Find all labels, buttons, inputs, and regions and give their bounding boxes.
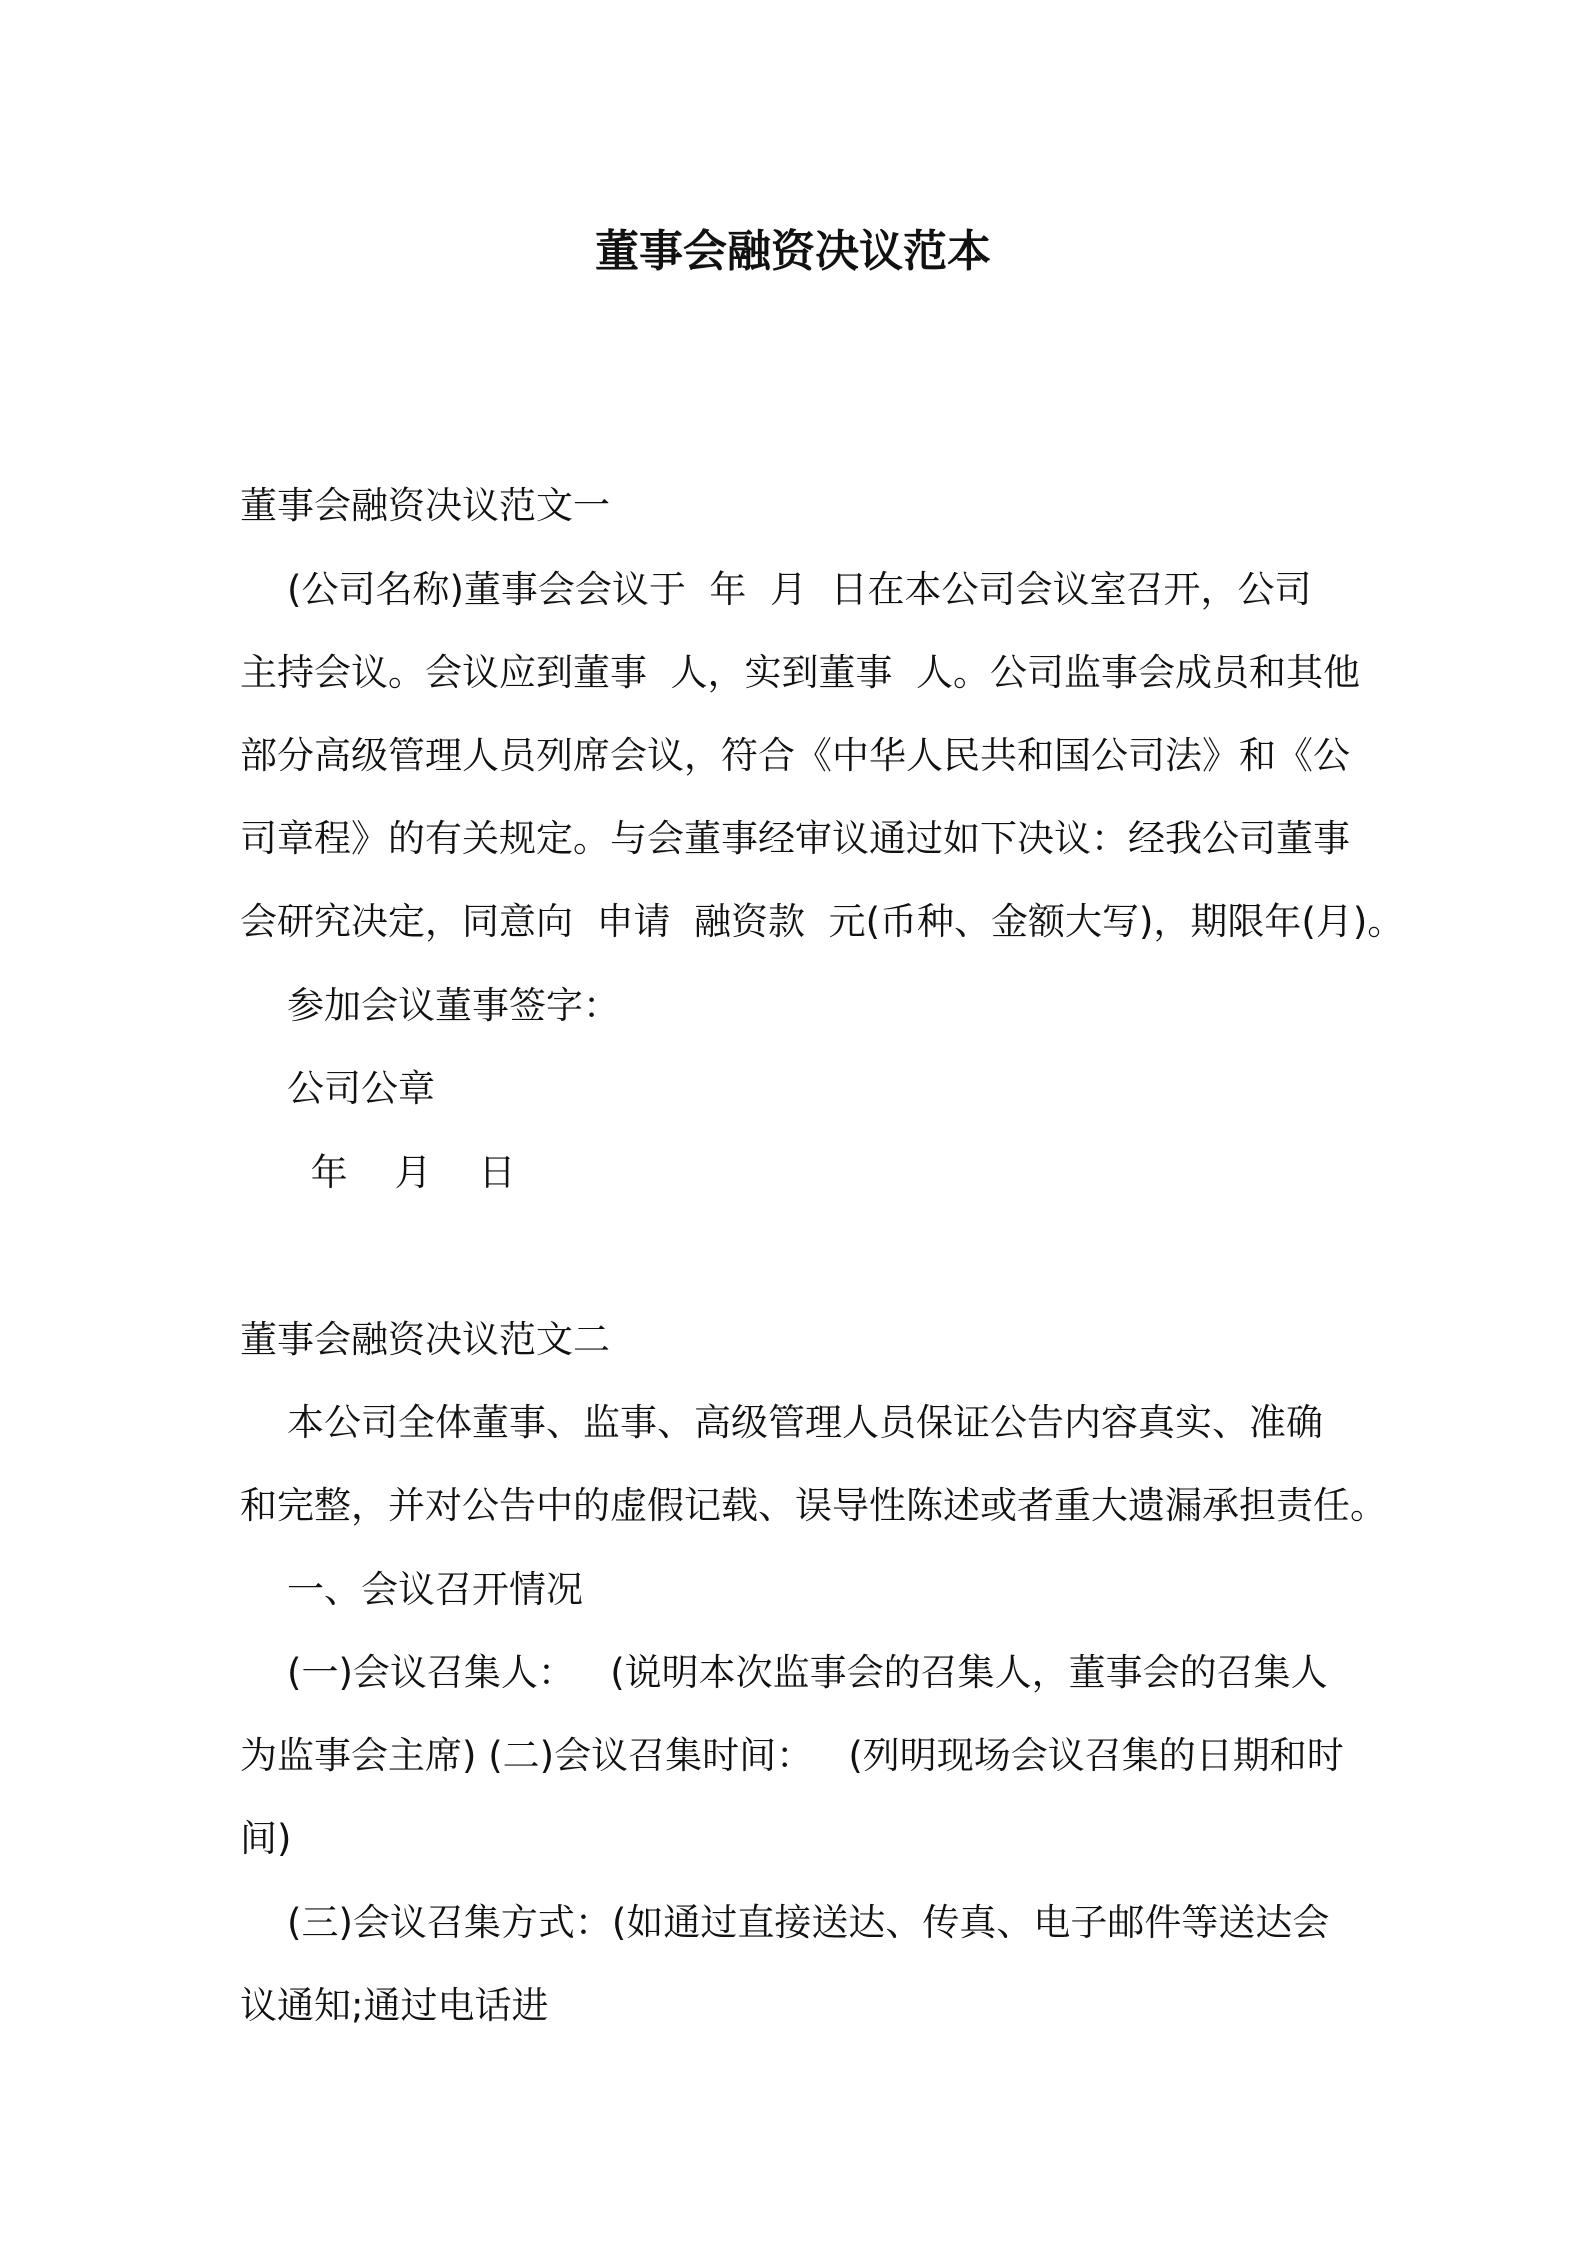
section2-paragraph-line: (三)会议召集方式：(如通过直接送达、传真、电子邮件等送达会 [240,1901,1330,1944]
section2-paragraph-line: 本公司全体董事、监事、高级管理人员保证公告内容真实、准确 [240,1401,1324,1444]
section2-heading: 董事会融资决议范文二 [240,1318,610,1361]
section2-paragraph-line: 和完整，并对公告中的虚假记载、误导性陈述或者重大遗漏承担责任。 [240,1484,1387,1527]
section1-paragraph-line: 司章程》的有关规定。与会董事经审议通过如下决议：经我公司董事 [240,817,1350,860]
section1-paragraph-line: (公司名称)董事会会议于 年 月 日在本公司会议室召开，公司 [240,568,1312,611]
section2-paragraph-line: 议通知;通过电话进 [240,1984,549,2027]
seal-line: 公司公章 [240,1067,436,1110]
document-title: 董事会融资决议范本 [595,226,991,277]
section1-heading: 董事会融资决议范文一 [240,484,610,527]
section1-paragraph-line: 会研究决定，同意向 申请 融资款 元(币种、金额大写)，期限年(月)。 [240,900,1405,943]
signature-line: 参加会议董事签字： [240,984,621,1027]
item-heading: 一、会议召开情况 [240,1568,584,1611]
section2-paragraph-line: 为监事会主席) (二)会议召集时间： (列明现场会议召集的日期和时 [240,1734,1344,1777]
section2-paragraph-line: (一)会议召集人： (说明本次监事会的召集人，董事会的召集人 [240,1651,1328,1694]
section2-paragraph-line: 间) [240,1817,292,1860]
section1-paragraph-line: 部分高级管理人员列席会议，符合《中华人民共和国公司法》和《公 [240,734,1350,777]
section1-paragraph-line: 主持会议。会议应到董事 人，实到董事 人。公司监事会成员和其他 [240,651,1361,694]
date-line: 年 月 日 [240,1151,516,1194]
